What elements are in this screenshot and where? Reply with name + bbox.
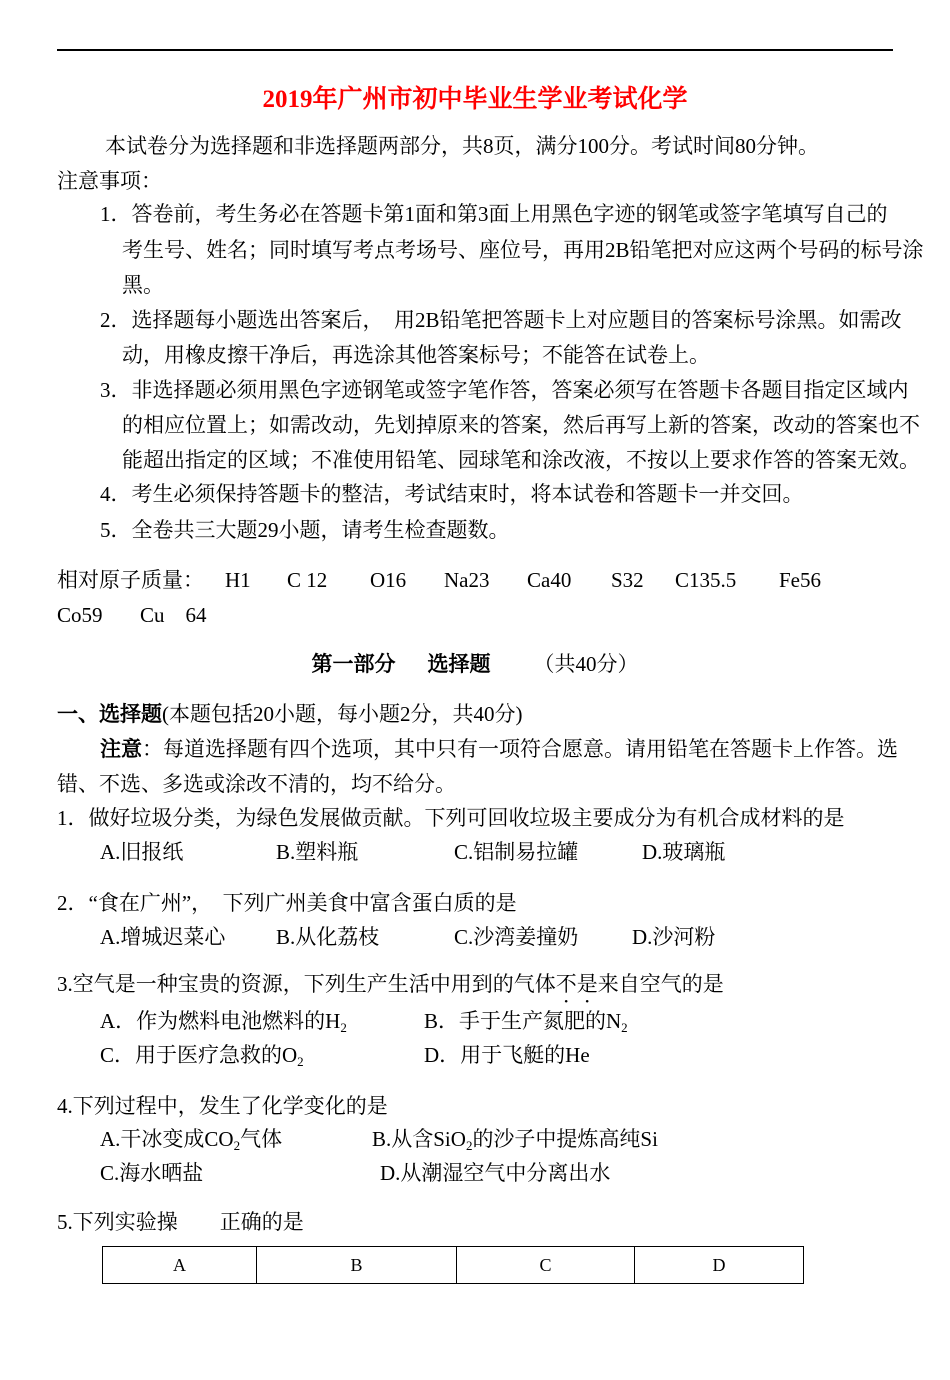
question-4-option-c: C.海水晒盐 <box>100 1161 204 1185</box>
option-subscript: 2 <box>233 1138 241 1153</box>
table-header-c: C <box>457 1247 635 1284</box>
exam-title: 2019年广州市初中毕业生学业考试化学 <box>262 86 688 113</box>
atomic-mass-item: Cu 64 <box>140 603 207 627</box>
part-heading-desc: (本题包括20小题，每小题2分，共40分) <box>162 702 523 726</box>
notice-line-2: 错、不选、多选或涂改不清的，均不给分。 <box>57 772 456 796</box>
option-text: C．用于医疗急救的O <box>100 1043 298 1067</box>
question-4-option-d: D.从潮湿空气中分离出水 <box>380 1161 611 1185</box>
table-header-row <box>103 1247 804 1284</box>
notice-line-1 <box>100 737 898 761</box>
question-2-option-d: D.沙河粉 <box>632 925 716 949</box>
section-part: 第一部分 <box>311 652 396 676</box>
header-rule <box>57 49 893 51</box>
note-5-line-1: 5．全卷共三大题29小题，请考生检查题数。 <box>100 518 510 542</box>
question-1-option-b: B.塑料瓶 <box>276 840 359 864</box>
question-3-option-b <box>424 1009 628 1033</box>
option-text: A.干冰变成CO <box>100 1127 234 1151</box>
option-text: B.从含SiO <box>372 1127 466 1151</box>
question-2-option-a: A.增城迟菜心 <box>100 925 226 949</box>
question-1-option-d: D.玻璃瓶 <box>642 840 726 864</box>
question-3-stem <box>57 972 724 996</box>
note-4-line-1: 4．考生必须保持答题卡的整洁，考试结束时，将本试卷和答题卡一并交回。 <box>100 482 804 506</box>
question-1-option-a: A.旧报纸 <box>100 840 184 864</box>
table-header-a: A <box>103 1247 257 1284</box>
section-score: （共40分） <box>533 652 639 676</box>
option-text-tail: 气体 <box>240 1127 283 1151</box>
question-2-stem: 2．“食在广州”， 下列广州美食中富含蛋白质的是 <box>57 891 517 915</box>
question-3-option-d: D．用于飞艇的He <box>424 1043 590 1067</box>
question-3-stem-text: 3.空气是一种宝贵的资源，下列生产生活中用到的气体 <box>57 972 556 996</box>
note-2-line-1: 2．选择题每小题选出答案后， 用2B铅笔把答题卡上对应题目的答案标号涂黑。如需改 <box>100 308 902 332</box>
question-2-option-b: B.从化荔枝 <box>276 925 380 949</box>
atomic-mass-item: Ca40 <box>527 568 572 592</box>
question-4-option-a <box>100 1127 282 1151</box>
option-subscript: 2 <box>465 1138 473 1153</box>
question-1-option-c: C.铝制易拉罐 <box>454 840 579 864</box>
option-text: A．作为燃料电池燃料的H <box>100 1009 341 1033</box>
question-3-option-a <box>100 1009 347 1033</box>
question-3-stem-tail: 来自空气的是 <box>597 972 724 996</box>
note-2-line-2: 动，用橡皮擦干净后，再选涂其他答案标号；不能答在试卷上。 <box>122 343 710 367</box>
intro-text: 本试卷分为选择题和非选择题两部分，共8页，满分100分。考试时间80分钟。 <box>105 134 819 158</box>
question-4-stem: 4.下列过程中，发生了化学变化的是 <box>57 1094 388 1118</box>
notice-label: 注意 <box>100 737 142 761</box>
option-text-tail: 的沙子中提炼高纯Si <box>472 1127 658 1151</box>
atomic-mass-item: Na23 <box>444 568 490 592</box>
section-heading <box>0 652 950 676</box>
notes-heading: 注意事项： <box>57 169 162 193</box>
table-header-d: D <box>635 1247 804 1284</box>
atomic-mass-item: Co59 <box>57 603 103 627</box>
note-1-line-3: 黑。 <box>122 273 164 297</box>
section-name: 选择题 <box>427 652 491 676</box>
question-1-stem: 1．做好垃圾分类，为绿色发展做贡献。下列可回收垃圾主要成分为有机合成材料的是 <box>57 806 845 830</box>
question-4-option-b <box>372 1127 658 1151</box>
option-subscript: 2 <box>340 1020 347 1035</box>
question-5-options-table <box>102 1246 804 1284</box>
atomic-mass-item: C 12 <box>287 568 328 592</box>
atomic-mass-label: 相对原子质量： <box>57 568 204 592</box>
part-heading <box>57 702 523 726</box>
question-2-option-c: C.沙湾姜撞奶 <box>454 925 579 949</box>
table-header-b: B <box>257 1247 457 1284</box>
atomic-mass-item: H1 <box>225 568 251 592</box>
atomic-mass-item: O16 <box>370 568 407 592</box>
notice-text: ：每道选择题有四个选项，其中只有一项符合愿意。请用铅笔在答题卡上作答。选 <box>142 737 898 761</box>
part-heading-label: 一、选择题 <box>57 702 162 726</box>
note-3-line-1: 3．非选择题必须用黑色字迹钢笔或签字笔作答，答案必须写在答题卡各题目指定区域内 <box>100 378 909 402</box>
question-3-stem-emphasis: 不是 <box>555 972 598 996</box>
question-5-stem: 5.下列实验操 正确的是 <box>57 1210 304 1234</box>
note-1-line-2: 考生号、姓名；同时填写考点考场号、座位号，再用2B铅笔把对应这两个号码的标号涂 <box>122 238 924 262</box>
note-1-line-1: 1．答卷前，考生务必在答题卡第1面和第3面上用黑色字迹的钢笔或签字笔填写自己的 <box>100 202 888 226</box>
note-3-line-3: 能超出指定的区域；不准使用铅笔、园球笔和涂改液，不按以上要求作答的答案无效。 <box>122 448 920 472</box>
atomic-mass-item: C135.5 <box>675 568 737 592</box>
option-text: B．手于生产氮肥的N <box>424 1009 622 1033</box>
note-3-line-2: 的相应位置上；如需改动，先划掉原来的答案，然后再写上新的答案，改动的答案也不 <box>122 413 920 437</box>
atomic-mass-item: Fe56 <box>779 568 821 592</box>
option-subscript: 2 <box>297 1054 304 1069</box>
option-subscript: 2 <box>621 1020 628 1035</box>
question-3-option-c <box>100 1043 304 1067</box>
atomic-mass-item: S32 <box>611 568 644 592</box>
